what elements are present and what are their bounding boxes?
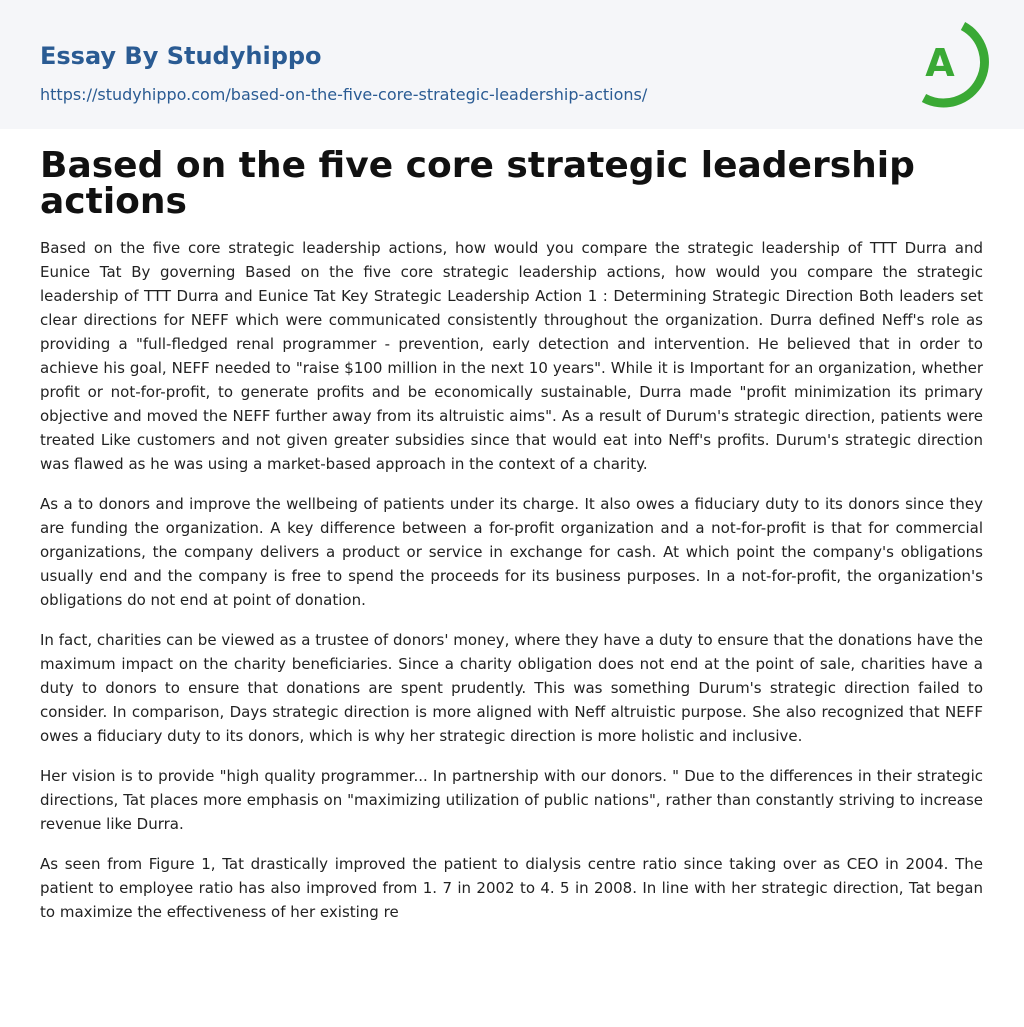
article-paragraph: Her vision is to provide "high quality programmer... In partnership with our donors. " Due to the differences in their strategic directions, Tat places more emphasis on "maximizing utilization of public nations", rather than constantly striving to increase revenue like Durra.	[40, 767, 983, 833]
article-paragraph: As a to donors and improve the wellbeing of patients under its charge. It also owes a fiduciary duty to its donors since they are funding the organization. A key difference between a for-profit organization and a not-for-profit is that for commercial organizations, the company delivers a product or service in exchange for cash. At which point the company's obligations usually end and the company is free to spend the proceeds for its business purposes. In a not-for-profit, the organization's obligations do not end at point of donation.	[40, 495, 983, 609]
article-url-link[interactable]: https://studyhippo.com/based-on-the-five-core-strategic-leadership-actions/	[40, 85, 648, 104]
site-brand[interactable]: Essay By Studyhippo	[40, 42, 322, 70]
logo-letter: A	[925, 41, 955, 85]
studyhippo-logo-icon[interactable]	[906, 16, 992, 108]
article	[40, 145, 983, 940]
article-paragraph: Based on the five core strategic leadership actions, how would you compare the strategic leadership of TTT Durra and Eunice Tat By governing Based on the five core strategic leadership actions, how would you compare the strategic leadership of TTT Durra and Eunice Tat Key Strategic Leadership Action 1 : Determining Strategic Direction Both leaders set clear directions for NEFF which were communicated consistently throughout the organization. Durra defined Neff's role as providing a "full-fledged renal programmer - prevention, early detection and intervention. He believed that in order to achieve his goal, NEFF needed to "raise $100 million in the next 10 years". While it is Important for an organization, whether profit or not-for-profit, to generate profits and be economically sustainable, Durra made "profit minimization its primary objective and moved the NEFF further away from its altruistic aims". As a result of Durum's strategic direction, patients were treated Like customers and not given greater subsidies since that would eat into Neff's profits. Durum's strategic direction was flawed as he was using a market-based approach in the context of a charity.	[40, 239, 983, 473]
article-paragraph: In fact, charities can be viewed as a trustee of donors' money, where they have a duty to ensure that the donations have the maximum impact on the charity beneficiaries. Since a charity obligation does not end at the point of sale, charities have a duty to donors to ensure that donations are spent prudently. This was something Durum's strategic direction failed to consider. In comparison, Days strategic direction is more aligned with Neff altruistic purpose. She also recognized that NEFF owes a fiduciary duty to its donors, which is why her strategic direction is more holistic and inclusive.	[40, 631, 983, 745]
article-paragraph: As seen from Figure 1, Tat drastically improved the patient to dialysis centre ratio since taking over as CEO in 2004. The patient to employee ratio has also improved from 1. 7 in 2002 to 4. 5 in 2008. In line with her strategic direction, Tat began to maximize the effectiveness of her existing re	[40, 855, 983, 921]
article-title: Based on the five core strategic leadership actions	[40, 145, 915, 222]
site-header	[0, 0, 1024, 129]
